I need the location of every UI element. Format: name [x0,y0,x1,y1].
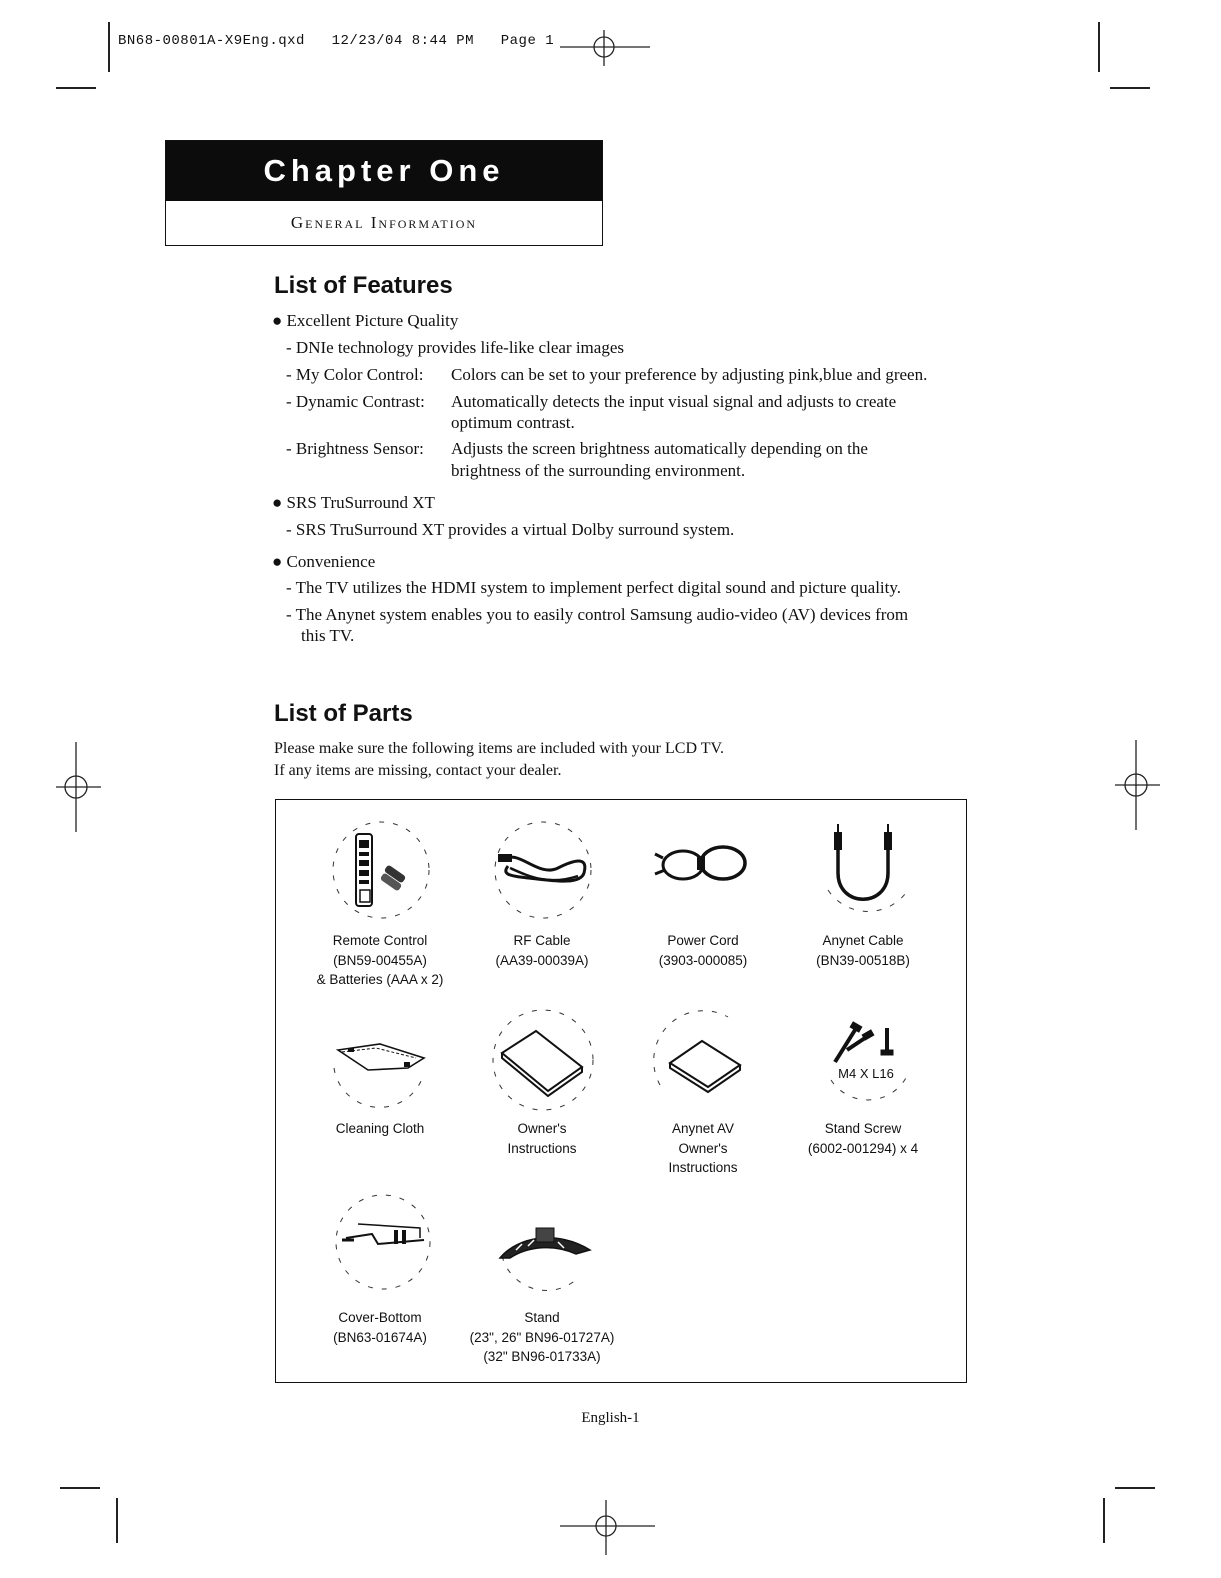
crop-mark [1103,1498,1105,1543]
part-name: Owner's [517,1121,567,1136]
part-label-anynet-cable [778,931,948,970]
feature-bullet-text: SRS TruSurround XT [286,493,435,512]
page-number: English-1 [581,1410,640,1426]
chapter-header [165,140,603,246]
manual-icon [488,1005,598,1115]
feature-bullet: ● SRS TruSurround XT [272,493,435,512]
part-label-cleaning-cloth [295,1119,465,1139]
part-name: Cover-Bottom [338,1310,422,1325]
part-name-cont: Instructions [507,1140,577,1156]
feature-item-desc-cont: optimum contrast. [451,413,575,432]
registration-mark-icon [560,1500,660,1560]
feature-bullet-text: Convenience [286,552,376,571]
screw-icon [811,1010,921,1105]
registration-mark-icon [560,28,660,68]
feature-item-term: - Dynamic Contrast: [286,392,425,411]
feature-bullet: ● Convenience [272,552,376,571]
anynet-manual-icon [648,1005,758,1115]
rf-cable-icon [488,818,598,923]
part-name-cont: Instructions [668,1160,738,1175]
part-code: (6002-001294) x 4 [807,1140,919,1156]
features-heading: List of Features [274,272,453,299]
feature-item-desc-cont: brightness of the surrounding environment. [451,461,746,480]
crop-mark [56,87,96,89]
cleaning-cloth-icon [324,1018,434,1113]
feature-item-term: - Brightness Sensor: [286,439,424,458]
part-code: (BN39-00518B) [816,952,910,968]
feature-item-term: - My Color Control: [286,365,424,384]
stand-icon [488,1192,598,1297]
crop-mark [108,22,110,72]
feature-item-desc: Automatically detects the input visual signal and adjusts to create [451,392,897,411]
part-name: Power Cord [667,933,739,948]
parts-intro: If any items are missing, contact your dealer. [274,762,562,779]
part-code: (32" BN96-01733A) [483,1349,601,1364]
chapter-subtitle: General Information [290,213,478,232]
part-name: Anynet Cable [822,933,904,948]
part-code: (23", 26" BN96-01727A) [469,1329,615,1345]
feature-item-desc: Adjusts the screen brightness automatically depending on the [451,439,868,458]
crop-mark [116,1498,118,1543]
feature-item: - The TV utilizes the HDMI system to implement perfect digital sound and picture quality. [286,578,902,597]
print-slug: BN68-00801A-X9Eng.qxd 12/23/04 8:44 PM Page 1 [118,33,555,49]
anynet-cable-icon [808,818,918,923]
parts-frame [275,799,967,1383]
part-name: Anynet AV [671,1121,735,1136]
part-name: Stand Screw [824,1121,902,1136]
feature-item-desc: Colors can be set to your preference by adjusting pink,blue and green. [451,365,928,384]
part-label-stand [457,1308,627,1367]
part-code: (BN63-01674A) [333,1329,427,1345]
part-label-owners-instructions [457,1119,627,1158]
feature-bullet-text: Excellent Picture Quality [286,311,459,330]
remote-control-icon [326,818,436,923]
part-label-remote-control [295,931,465,990]
part-code: (BN59-00455A) [333,952,427,968]
power-cord-icon [651,830,761,900]
parts-intro: Please make sure the following items are included with your LCD TV. [274,740,724,757]
part-label-power-cord [618,931,788,970]
feature-item: - The Anynet system enables you to easily control Samsung audio-video (AV) devices from [286,605,909,624]
part-label-anynet-instructions [618,1119,788,1178]
part-name: Cleaning Cloth [335,1121,425,1136]
feature-item: - DNIe technology provides life-like clear images [286,338,624,357]
screw-size-label: M4 X L16 [838,1066,894,1081]
feature-item: - SRS TruSurround XT provides a virtual Dolby surround system. [286,520,735,539]
part-extra: & Batteries (AAA x 2) [316,972,444,987]
crop-mark [1110,87,1150,89]
chapter-title: Chapter One [166,141,602,201]
crop-mark [60,1487,100,1489]
part-label-cover-bottom [295,1308,465,1347]
feature-item-cont: this TV. [301,626,355,645]
part-code: (3903-000085) [658,952,748,968]
part-code: (AA39-00039A) [495,952,589,968]
parts-heading: List of Parts [274,700,413,727]
part-name: Stand [524,1310,560,1325]
crop-mark [1115,1487,1155,1489]
part-label-stand-screw [778,1119,948,1158]
registration-mark-icon [56,742,106,834]
part-name: RF Cable [513,933,571,948]
cover-bottom-icon [328,1190,438,1295]
part-label-rf-cable [457,931,627,970]
part-name: Remote Control [332,933,428,948]
part-name-cont: Owner's [678,1140,728,1156]
crop-mark [1098,22,1100,72]
feature-bullet: ● Excellent Picture Quality [272,311,459,330]
registration-mark-icon [1110,740,1160,832]
